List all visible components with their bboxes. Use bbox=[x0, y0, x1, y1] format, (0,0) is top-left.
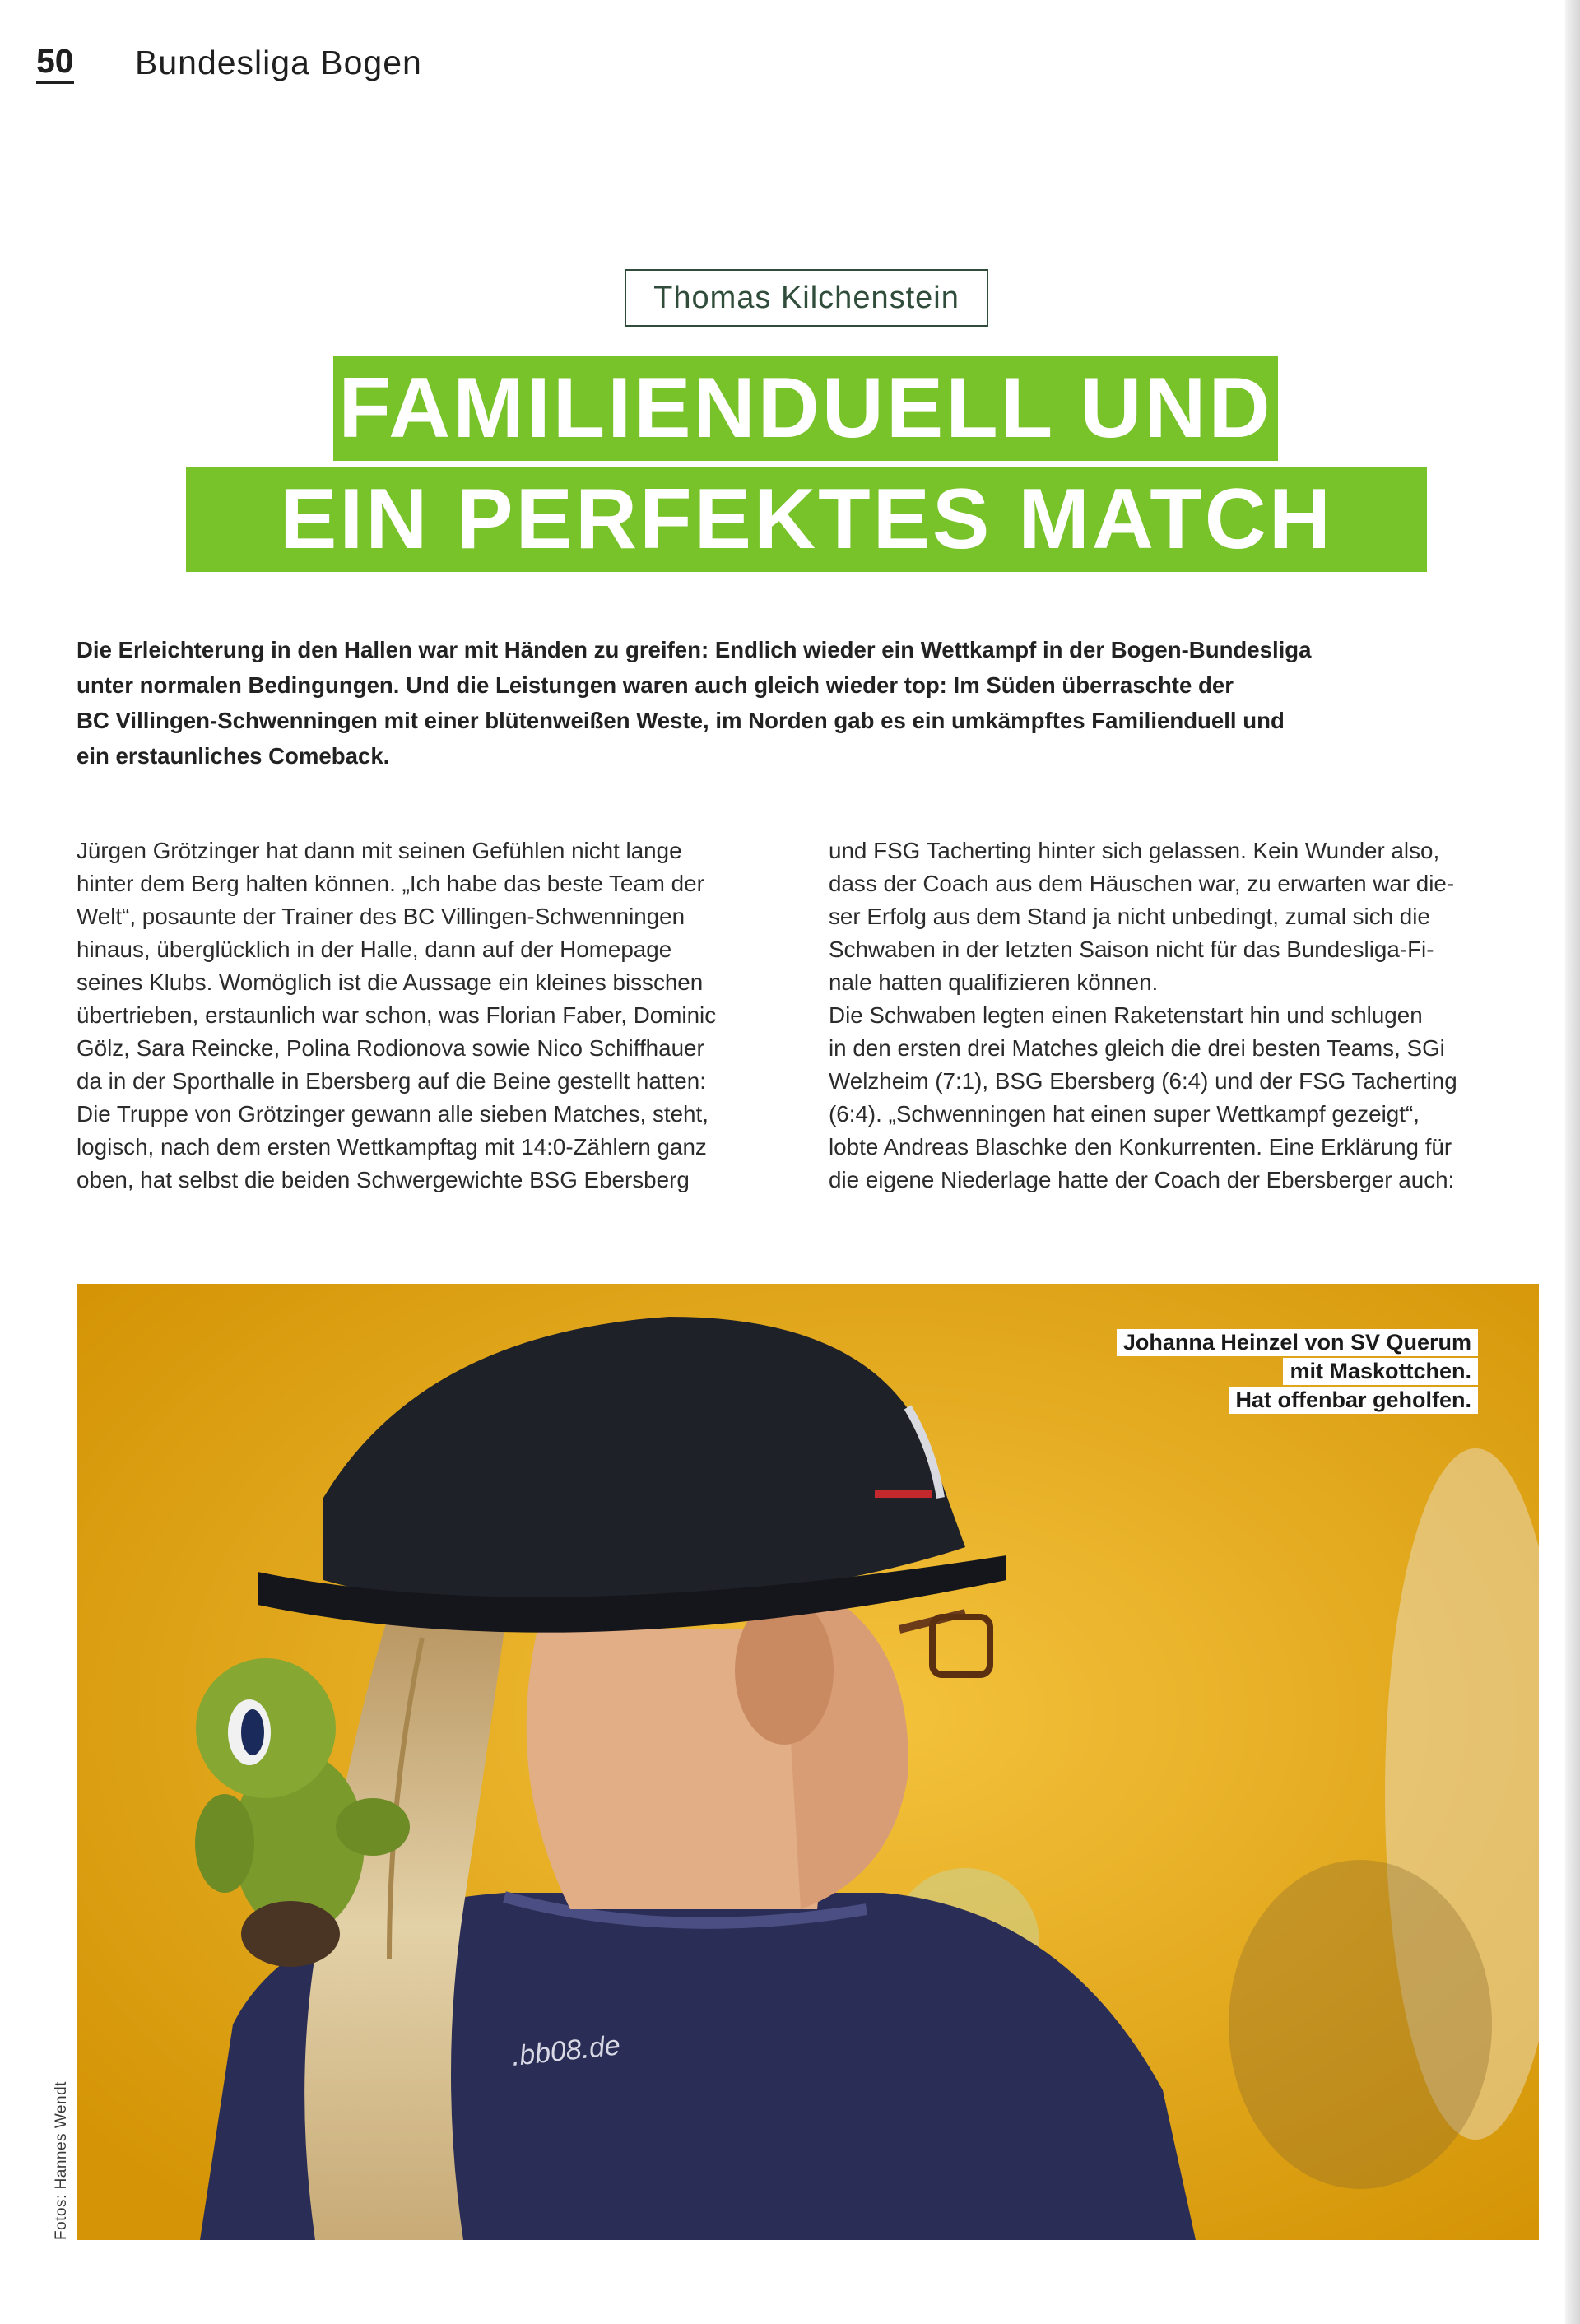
hat-logo-stripe bbox=[875, 1490, 932, 1498]
photo-credit: Fotos: Hannes Wendt bbox=[53, 2081, 70, 2240]
headline-line-1: FAMILIENDUELL UND bbox=[333, 356, 1278, 461]
text-line: Welzheim (7:1), BSG Ebersberg (6:4) und der FSG Tacherting bbox=[829, 1068, 1457, 1094]
text-line: hinaus, überglücklich in der Halle, dann auf der Homepage bbox=[77, 937, 672, 962]
text-line: ser Erfolg aus dem Stand ja nicht unbedingt, zumal sich die bbox=[829, 904, 1430, 929]
archer-illustration bbox=[77, 1284, 1539, 2240]
text-line: oben, hat selbst die beiden Schwergewichte BSG Ebersberg bbox=[77, 1167, 690, 1192]
lead-line: BC Villingen-Schwenningen mit einer blütenweißen Weste, im Norden gab es ein umkämpftes Familienduell und bbox=[77, 708, 1285, 733]
caption-line: Johanna Heinzel von SV Querum bbox=[1117, 1329, 1478, 1356]
caption-line: Hat offenbar geholfen. bbox=[1229, 1387, 1478, 1414]
text-line: übertrieben, erstaunlich war schon, was Florian Faber, Dominic bbox=[77, 1002, 717, 1028]
author-box: Thomas Kilchenstein bbox=[625, 269, 988, 327]
article-column-left bbox=[77, 834, 791, 1197]
text-line: nale hatten qualifizieren können. bbox=[829, 969, 1159, 995]
text-line: Schwaben in der letzten Saison nicht für das Bundesliga-Fi- bbox=[829, 937, 1434, 962]
article-photo bbox=[77, 1284, 1539, 2240]
lead-line: ein erstaunliches Comeback. bbox=[77, 743, 390, 769]
page-number: 50 bbox=[36, 43, 74, 84]
blurred-shape bbox=[1229, 1860, 1492, 2189]
text-line: seines Klubs. Womöglich ist die Aussage ein kleines bisschen bbox=[77, 969, 704, 995]
photo-caption bbox=[1117, 1329, 1478, 1414]
text-line: Gölz, Sara Reincke, Polina Rodionova sowie Nico Schiffhauer bbox=[77, 1035, 704, 1061]
text-line: lobte Andreas Blaschke den Konkurrenten. Eine Erklärung für bbox=[829, 1134, 1452, 1160]
section-title: Bundesliga Bogen bbox=[135, 44, 422, 81]
jersey-text: .bb08.de bbox=[509, 2029, 622, 2072]
text-line: in den ersten drei Matches gleich die drei besten Teams, SGi bbox=[829, 1035, 1445, 1061]
text-line: hinter dem Berg halten können. „Ich habe das beste Team der bbox=[77, 871, 704, 896]
text-line: logisch, nach dem ersten Wettkampftag mit 14:0-Zählern ganz bbox=[77, 1134, 707, 1160]
lead-paragraph bbox=[77, 632, 1426, 774]
text-line: Welt“, posaunte der Trainer des BC Villingen-Schwenningen bbox=[77, 904, 685, 929]
headline-line-2: EIN PERFEKTES MATCH bbox=[186, 467, 1427, 572]
caption-line: mit Maskottchen. bbox=[1283, 1358, 1478, 1385]
lead-line: unter normalen Bedingungen. Und die Leistungen waren auch gleich wieder top: Im Süden überraschte der bbox=[77, 672, 1234, 698]
text-line: Die Schwaben legten einen Raketenstart hin und schlugen bbox=[829, 1002, 1423, 1028]
text-line: Jürgen Grötzinger hat dann mit seinen Gefühlen nicht lange bbox=[77, 838, 682, 863]
page-edge bbox=[1565, 0, 1580, 2324]
text-line: die eigene Niederlage hatte der Coach der Ebersberger auch: bbox=[829, 1167, 1455, 1192]
text-line: und FSG Tacherting hinter sich gelassen. Kein Wunder also, bbox=[829, 838, 1440, 863]
text-line: Die Truppe von Grötzinger gewann alle sieben Matches, steht, bbox=[77, 1101, 709, 1127]
article-column-right bbox=[829, 834, 1538, 1197]
text-line: da in der Sporthalle in Ebersberg auf die Beine gestellt hatten: bbox=[77, 1068, 706, 1094]
text-line: (6:4). „Schwenningen hat einen super Wettkampf gezeigt“, bbox=[829, 1101, 1420, 1127]
lead-line: Die Erleichterung in den Hallen war mit Händen zu greifen: Endlich wieder ein Wettkampf in der Bogen-Bundesliga bbox=[77, 637, 1312, 662]
text-line: dass der Coach aus dem Häuschen war, zu erwarten war die- bbox=[829, 871, 1455, 896]
